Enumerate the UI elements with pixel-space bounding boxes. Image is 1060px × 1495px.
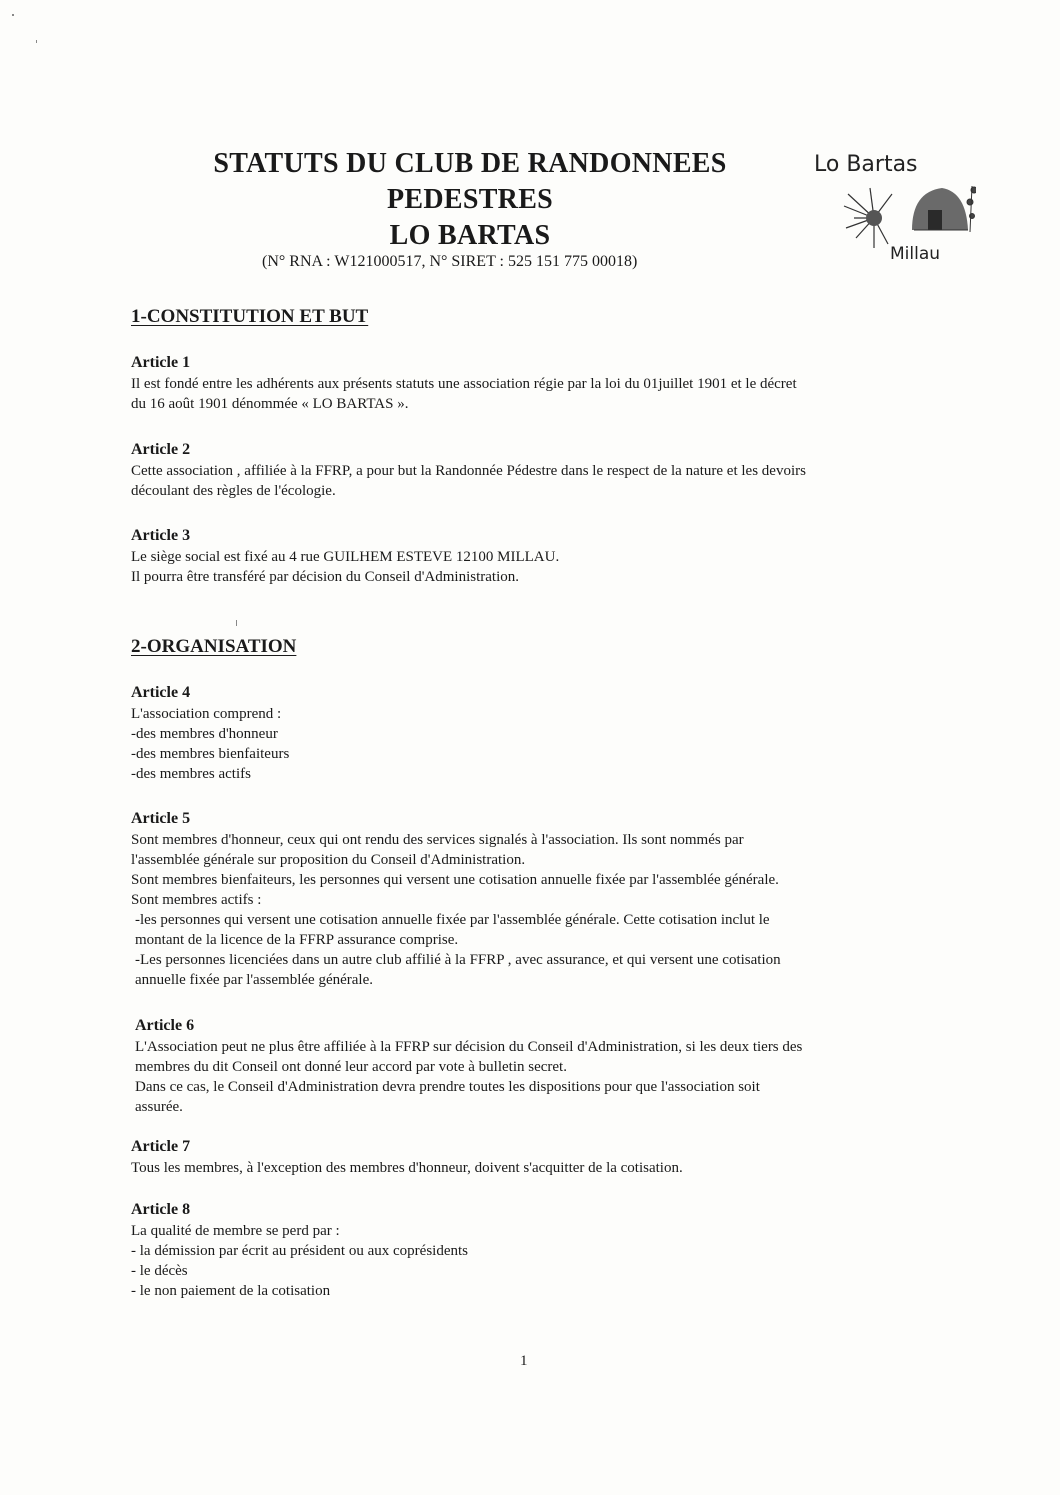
article-line: du 16 août 1901 dénommée « LO BARTAS ». bbox=[131, 396, 409, 412]
title-line-1: STATUTS DU CLUB DE RANDONNEES bbox=[213, 148, 727, 179]
article-5 bbox=[131, 808, 931, 990]
section-heading-organisation: 2-ORGANISATION bbox=[131, 636, 297, 657]
page-number: 1 bbox=[520, 1353, 528, 1369]
article-line: -des membres actifs bbox=[131, 766, 251, 782]
article-line: Il pourra être transféré par décision du Conseil d'Administration. bbox=[131, 569, 520, 585]
article-line: Dans ce cas, le Conseil d'Administration devra prendre toutes les dispositions pour que l'association soit bbox=[135, 1079, 760, 1095]
scan-speck bbox=[236, 620, 237, 626]
article-line: membres du dit Conseil ont donné leur accord par vote à bulletin secret. bbox=[135, 1059, 567, 1075]
section-heading-constitution: 1-CONSTITUTION ET BUT bbox=[131, 306, 369, 327]
logo-top-text: Lo Bartas bbox=[814, 152, 918, 177]
article-2 bbox=[131, 439, 931, 501]
article-1 bbox=[131, 352, 931, 414]
article-line: -Les personnes licenciées dans un autre club affilié à la FFRP , avec assurance, et qui versent une cotisation bbox=[135, 952, 781, 968]
article-title: Article 3 bbox=[131, 527, 191, 544]
club-logo bbox=[808, 152, 978, 272]
article-line: Cette association , affiliée à la FFRP, a pour but la Randonnée Pédestre dans le respect de la nature et les devoirs bbox=[131, 463, 806, 479]
article-line: L'Association peut ne plus être affiliée à la FFRP sur décision du Conseil d'Administration, si les deux tiers des bbox=[135, 1039, 803, 1055]
scan-speck bbox=[12, 14, 14, 16]
article-8 bbox=[131, 1199, 931, 1301]
article-title: Article 4 bbox=[131, 684, 191, 701]
article-line: l'assemblée générale sur proposition du Conseil d'Administration. bbox=[131, 852, 526, 868]
article-line: Sont membres d'honneur, ceux qui ont rendu des services signalés à l'association. Ils sont nommés par bbox=[131, 832, 744, 848]
article-3 bbox=[131, 525, 931, 587]
article-6 bbox=[135, 1015, 935, 1117]
article-title: Article 5 bbox=[131, 810, 191, 827]
scan-speck bbox=[36, 40, 37, 43]
article-4 bbox=[131, 682, 931, 784]
article-7 bbox=[131, 1136, 931, 1178]
article-line: montant de la licence de la FFRP assurance comprise. bbox=[135, 932, 459, 948]
article-line: - la démission par écrit au président ou aux coprésidents bbox=[131, 1243, 468, 1259]
article-line: -des membres d'honneur bbox=[131, 726, 278, 742]
article-line: Sont membres bienfaiteurs, les personnes qui versent une cotisation annuelle fixée par l'assemblée générale. bbox=[131, 872, 779, 888]
article-line: La qualité de membre se perd par : bbox=[131, 1223, 340, 1239]
article-line: - le décès bbox=[131, 1263, 188, 1279]
article-line: Le siège social est fixé au 4 rue GUILHEM ESTEVE 12100 MILLAU. bbox=[131, 549, 560, 565]
article-title: Article 2 bbox=[131, 441, 191, 458]
title-line-2: PEDESTRES bbox=[386, 184, 554, 215]
article-title: Article 7 bbox=[131, 1138, 191, 1155]
article-title: Article 1 bbox=[131, 354, 191, 371]
article-line: assurée. bbox=[135, 1099, 183, 1115]
article-line: -des membres bienfaiteurs bbox=[131, 746, 290, 762]
article-line: - le non paiement de la cotisation bbox=[131, 1283, 331, 1299]
logo-bottom-text: Millau bbox=[890, 244, 941, 264]
document-title bbox=[150, 146, 790, 254]
article-title: Article 6 bbox=[135, 1017, 195, 1034]
title-line-3: LO BARTAS bbox=[389, 220, 551, 251]
article-line: Sont membres actifs : bbox=[131, 892, 262, 908]
registration-numbers: (N° RNA : W121000517, N° SIRET : 525 151 775 00018) bbox=[262, 253, 638, 270]
article-title: Article 8 bbox=[131, 1201, 191, 1218]
article-line: découlant des règles de l'écologie. bbox=[131, 483, 336, 499]
article-line: annuelle fixée par l'assemblée générale. bbox=[135, 972, 373, 988]
article-line: Tous les membres, à l'exception des membres d'honneur, doivent s'acquitter de la cotisation. bbox=[131, 1160, 683, 1176]
article-line: L'association comprend : bbox=[131, 706, 282, 722]
article-line: Il est fondé entre les adhérents aux présents statuts une association régie par la loi du 01juillet 1901 et le décret bbox=[131, 376, 797, 392]
article-line: -les personnes qui versent une cotisation annuelle fixée par l'assemblée générale. Cette cotisation inclut le bbox=[135, 912, 770, 928]
